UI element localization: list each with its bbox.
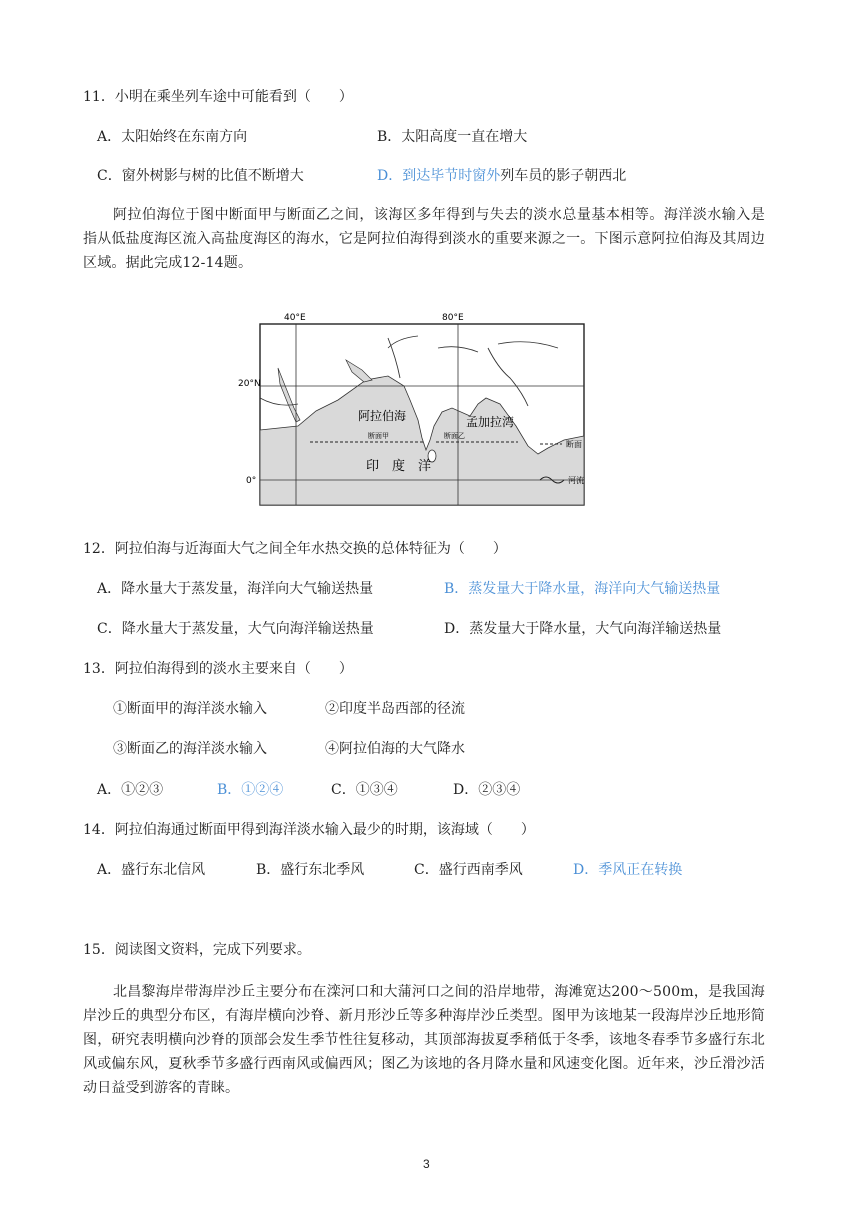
q11-stem: 11．小明在乘坐列车途中可能看到（ ）: [83, 89, 353, 105]
q15-paragraph: 北昌黎海岸带海岸沙丘主要分布在滦河口和大蒲河口之间的沿岸地带，海滩宽达200～500m，是我国海岸沙丘的典型分布区，有海岸横向沙脊、新月形沙丘等多种海岸沙丘类型。图甲为该地某一段海岸沙丘地形简图，研究表明横向沙脊的顶部会发生季节性往复移动，其顶部海拔夏季稍低于冬季，该地冬春季节多盛行东北风或偏东风，夏秋季节多盛行西南风或偏西风；图乙为该地的各月降水量和风速变化图。近年来，沙丘滑沙活动日益受到游客的青睐。: [83, 984, 765, 1096]
q13-option-d: D．②③④: [453, 782, 521, 798]
legend-section-label: 断面: [566, 440, 582, 449]
label-80e: 80°E: [442, 313, 464, 323]
q12-option-b: B．蒸发量大于降水量，海洋向大气输送热量: [444, 581, 721, 597]
q13-item-1: ①断面甲的海洋淡水输入: [113, 701, 267, 717]
q14-stem: 14．阿拉伯海通过断面甲得到海洋淡水输入最少的时期，该海域（ ）: [83, 822, 535, 838]
q12-stem: 12．阿拉伯海与近海面大气之间全年水热交换的总体特征为（ ）: [83, 541, 507, 557]
label-arabian-sea: 阿拉伯海: [358, 409, 407, 423]
q11-option-d: [377, 167, 626, 185]
q14-option-b: B．盛行东北季风: [256, 862, 365, 878]
q11-option-b: B．太阳高度一直在增大: [377, 129, 528, 145]
label-0: 0°: [246, 476, 257, 486]
q11-option-c: C．窗外树影与树的比值不断增大: [97, 168, 304, 184]
q14-option-c: C．盛行西南季风: [414, 862, 523, 878]
q15-stem: 15．阅读图文资料，完成下列要求。: [83, 942, 311, 958]
legend-river-label: 河流: [568, 476, 584, 485]
page-number: 3: [423, 1157, 430, 1171]
label-section-a: 断面甲: [368, 432, 389, 440]
q11-option-d-highlight: D．到达毕节时窗外: [377, 168, 501, 184]
label-20n: 20°N: [238, 379, 261, 389]
q12-option-c: C．降水量大于蒸发量，大气向海洋输送热量: [97, 621, 374, 637]
q13-item-4: ④阿拉伯海的大气降水: [325, 741, 465, 757]
q11-option-a: A．太阳始终在东南方向: [97, 129, 248, 145]
q13-option-c: C．①③④: [331, 782, 398, 798]
label-bay-of-bengal: 孟加拉湾: [466, 415, 515, 429]
label-40e: 40°E: [284, 313, 306, 323]
q14-option-d: D．季风正在转换: [573, 862, 683, 878]
q12-option-a: A．降水量大于蒸发量，海洋向大气输送热量: [97, 581, 374, 597]
q13-option-a: A．①②③: [97, 782, 164, 798]
intro-paragraph: 阿拉伯海位于图中断面甲与断面乙之间，该海区多年得到与失去的淡水总量基本相等。海洋淡水输入是指从低盐度海区流入高盐度海区的海水，它是阿拉伯海得到淡水的重要来源之一。下图示意阿拉伯海及其周边区域。据此完成12-14题。: [83, 207, 765, 271]
q12-option-d: D．蒸发量大于降水量，大气向海洋输送热量: [444, 621, 722, 637]
label-section-b: 断面乙: [444, 432, 465, 440]
q11-option-d-rest: 列车员的影子朝西北: [500, 168, 627, 184]
q13-option-b: B．①②④: [217, 782, 284, 798]
label-indian-ocean: 印 度 洋: [366, 459, 432, 474]
q13-item-3: ③断面乙的海洋淡水输入: [113, 741, 267, 757]
q13-item-2: ②印度半岛西部的径流: [325, 701, 465, 717]
q13-stem: 13．阿拉伯海得到的淡水主要来自（ ）: [83, 661, 353, 677]
q14-option-a: A．盛行东北信风: [97, 862, 206, 878]
arabian-sea-map: [238, 308, 618, 510]
